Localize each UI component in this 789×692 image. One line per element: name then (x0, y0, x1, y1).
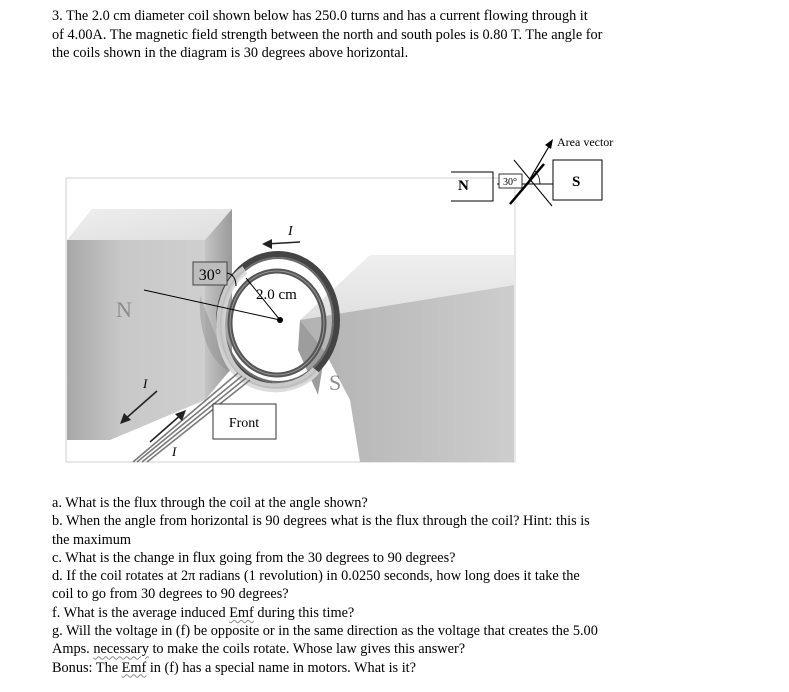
intro-line-3: the coils shown in the diagram is 30 degrees above horizontal. (52, 45, 409, 61)
north-pole-label: N (116, 297, 132, 322)
question-f-prefix: f. What is the average induced (52, 604, 230, 621)
diameter-label: 2.0 cm (256, 287, 297, 303)
question-bonus (52, 659, 692, 677)
question-g-line2 (52, 640, 692, 658)
inset-north-label: N (458, 178, 469, 194)
question-d-line1: d. If the coil rotates at 2π radians (1 revolution) in 0.0250 seconds, how long does it take the (52, 568, 580, 585)
current-label-lead-right: I (172, 444, 177, 459)
current-label-lead-left: I (143, 376, 148, 391)
question-f-emf: Emf (229, 604, 254, 621)
bonus-prefix: Bonus: The (52, 659, 122, 676)
intro-line-2: of 4.00A. The magnetic field strength between the north and south poles is 0.80 T. The angle for (52, 26, 603, 43)
question-c: c. What is the change in flux going from the 30 degrees to 90 degrees? (52, 549, 456, 566)
question-g-line1: g. Will the voltage in (f) be opposite or in the same direction as the voltage that creates the 5.00 (52, 623, 598, 640)
angle-label: 30° (198, 267, 222, 284)
inset-angle-label: 30° (503, 177, 517, 188)
question-a: a. What is the flux through the coil at the angle shown? (52, 495, 368, 511)
bonus-emf: Emf (121, 659, 147, 676)
question-g-necessary: necessary (93, 641, 149, 658)
question-b-line2: the maximum (52, 531, 132, 548)
intro-line-1: 3. The 2.0 cm diameter coil shown below has 250.0 turns and has a current flowing through it (52, 8, 588, 24)
question-f-suffix: during this time? (253, 604, 355, 621)
question-g-suffix: to make the coils rotate. Whose law gives this answer? (148, 641, 466, 658)
question-g-prefix: Amps. (52, 641, 94, 658)
current-label-top: I (288, 224, 293, 239)
front-label: Front (228, 416, 260, 431)
inset-south-label: S (572, 174, 581, 190)
area-vector-arrowhead (545, 139, 553, 149)
question-f (52, 604, 692, 622)
question-d-line2: coil to go from 30 degrees to 90 degrees? (52, 586, 289, 603)
coil-center-dot (277, 317, 283, 323)
question-list (52, 494, 692, 677)
bonus-suffix: in (f) has a special name in motors. What is it? (146, 659, 416, 676)
question-b-line1: b. When the angle from horizontal is 90 degrees what is the flux through the coil? Hint: this is (52, 513, 590, 530)
south-pole-label: S (329, 370, 342, 395)
area-vector-label: Area vector (557, 135, 614, 149)
